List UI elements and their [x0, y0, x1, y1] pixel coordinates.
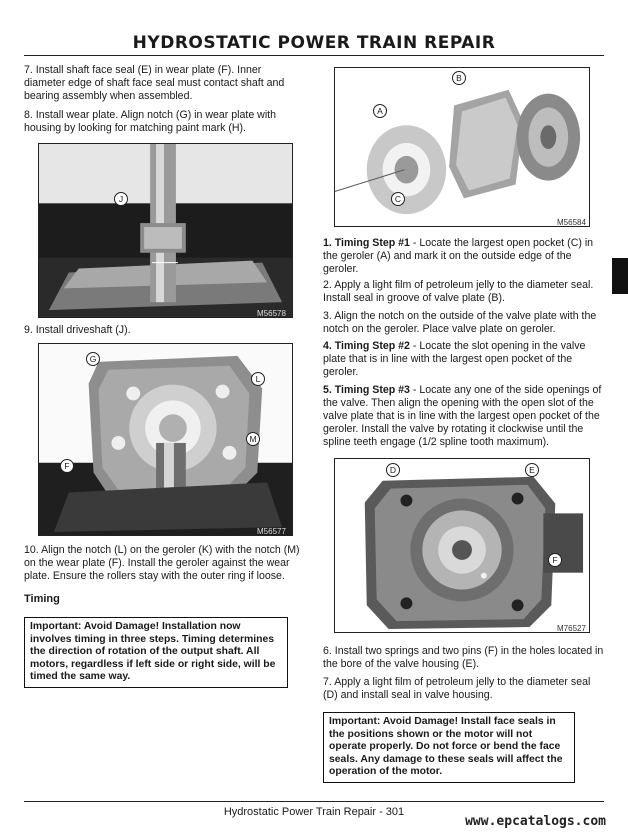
figure-driveshaft-photo: [38, 143, 293, 318]
timing-step-2: [323, 340, 605, 379]
callout-c: C: [391, 192, 405, 206]
step-6-right: 6. Install two springs and two pins (F) in the holes located in the bore of the valve housing (E).: [323, 645, 604, 670]
step-3-right: 3. Align the notch on the outside of the valve plate with the notch on the geroler. Place valve plate on geroler.: [323, 310, 597, 335]
callout-j: J: [114, 192, 128, 206]
figure-number: M56584: [557, 218, 586, 227]
callout-d: D: [386, 463, 400, 477]
title-divider: [24, 55, 604, 56]
page-title: HYDROSTATIC POWER TRAIN REPAIR: [132, 33, 496, 53]
step-7-left: 7. Install shaft face seal (E) in wear plate (F). Inner diameter edge of shaft face seal must contact shaft and bearing assembly when assembled.: [24, 64, 285, 102]
warning-box-timing: Important: Avoid Damage! Installation now involves timing in three steps. Timing determines the direction of rotation of the output shaft. All motors, regardless if left side or right side, will be timed the same way.: [24, 617, 288, 688]
figure-valve-housing-photo: [334, 458, 590, 633]
step-9-left: 9. Install driveshaft (J).: [24, 324, 131, 336]
figure-number: M56577: [257, 527, 286, 536]
figure-valve-plate-exploded: [334, 67, 590, 227]
timing-step-3-text: - Locate any one of the side openings of the valve. Then align the opening with the open slot of the valve plate that is in line with the largest open pocket of the geroler. Install the valve by rotating it clockwise until the spline teeth engage (1/2 spline tooth maximum).: [323, 384, 602, 448]
figure-geroler-photo: [38, 343, 293, 536]
callout-g: G: [86, 352, 100, 366]
timing-step-2-text: - Locate the slot opening in the valve plate that is in line with the largest open pocket of the geroler.: [323, 340, 586, 378]
timing-step-3-label: 5. Timing Step #3: [323, 384, 410, 396]
callout-e: E: [525, 463, 539, 477]
figure-number: M76527: [557, 624, 586, 633]
step-7-right: 7. Apply a light film of petroleum jelly to the diameter seal (D) and install seal in valve housing.: [323, 676, 591, 701]
timing-step-3: [323, 384, 605, 449]
step-8-left: 8. Install wear plate. Align notch (G) in wear plate with housing by looking for matching paint mark (H).: [24, 109, 277, 134]
watermark: www.epcatalogs.com: [465, 814, 606, 829]
callout-f: F: [60, 459, 74, 473]
callout-a: A: [373, 104, 387, 118]
callout-b: B: [452, 71, 466, 85]
page-footer: Hydrostatic Power Train Repair - 301: [223, 806, 405, 818]
step-10-left: 10. Align the notch (L) on the geroler (K) with the notch (M) on the wear plate (F). Install the geroler against the wear plate. Ensure the rollers stay with the outer ring if loose.: [24, 544, 300, 582]
callout-l: L: [251, 372, 265, 386]
timing-step-1-label: 1. Timing Step #1: [323, 237, 410, 249]
warning-box-face-seals: Important: Avoid Damage! Install face seals in the positions shown or the motor will not operate properly. Do not force or bend the face seals. Any damage to these seals will affect the operation of the motor.: [323, 712, 575, 783]
section-tab-marker: [612, 258, 628, 294]
timing-heading: Timing: [24, 593, 60, 605]
timing-step-1-text: - Locate the largest open pocket (C) in the geroler (A) and mark it on the outside edge of the geroler.: [323, 237, 594, 275]
callout-m: M: [246, 432, 260, 446]
timing-step-2-label: 4. Timing Step #2: [323, 340, 410, 352]
figure-number: M56578: [257, 309, 286, 318]
step-2-right: 2. Apply a light film of petroleum jelly to the diameter seal. Install seal in groove of valve plate (B).: [323, 279, 594, 304]
footer-divider: [24, 801, 604, 802]
timing-step-1: [323, 237, 605, 276]
callout-f-right: F: [548, 553, 562, 567]
